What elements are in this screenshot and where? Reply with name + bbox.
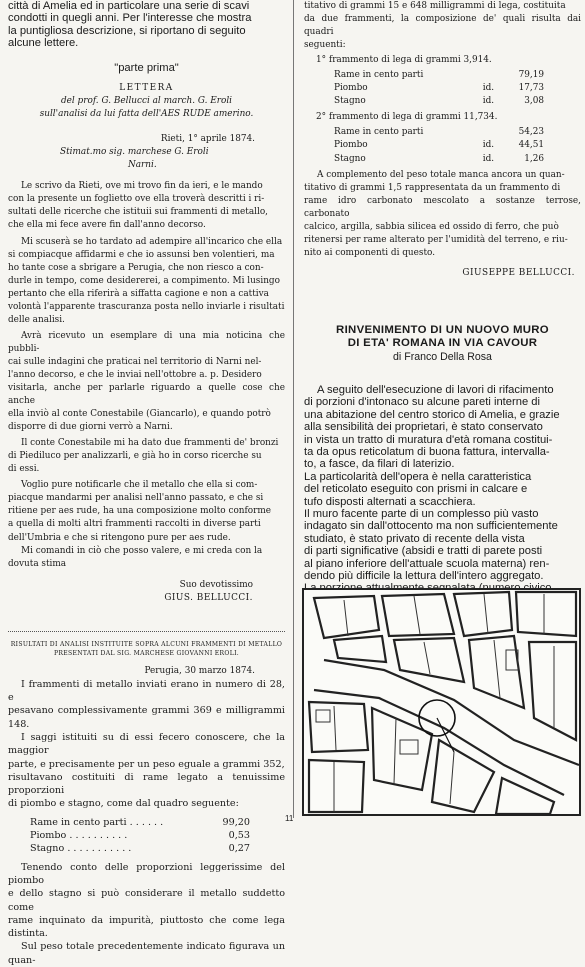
text-line: rame inquinato da impurità, piuttosto che come lega distinta. bbox=[8, 914, 285, 940]
row-value: 54,23 bbox=[518, 127, 544, 138]
text-line: che ella mi fece avere fin dall'anno decorso. bbox=[8, 220, 206, 231]
results-heading bbox=[8, 640, 285, 658]
text-line: Le scrivo da Rieti, ove mi trovo fin da ieri, e le mando bbox=[21, 181, 263, 192]
table-cell-value: 99,20 bbox=[222, 816, 250, 828]
letter-subtitle bbox=[8, 95, 285, 121]
row-label: Stagno bbox=[334, 153, 366, 164]
table-cell-value: 0,53 bbox=[228, 830, 250, 842]
letter-date: Rieti, 1° aprile 1874. bbox=[160, 134, 255, 145]
continuation-paragraph bbox=[304, 0, 581, 52]
text-line: durle in tempo, come desidererei, a compimento. Mi lusingo bbox=[8, 275, 280, 286]
table-cell-value: 0,27 bbox=[228, 843, 250, 855]
text-line: Mi comandi in ciò che posso valere, e mi creda con la bbox=[21, 545, 263, 556]
row-label: Stagno bbox=[30, 843, 65, 855]
text-line: ho tante cose a sbrigare a Perugia, che non riesco a con- bbox=[8, 262, 264, 273]
fragment1-table bbox=[334, 69, 544, 108]
letter-place: Narni. bbox=[128, 160, 157, 171]
row-value: 79,19 bbox=[518, 70, 544, 81]
results-paragraph bbox=[8, 678, 285, 811]
row-label: Piombo bbox=[334, 140, 368, 151]
text-line: calcico, argilla, sabbia silicea ed ossido di ferro, che può bbox=[304, 221, 559, 232]
text-line: e dello stagno si può considerare il metallo suddetto come bbox=[8, 888, 285, 913]
results-paragraph bbox=[8, 861, 285, 967]
row-value: 44,51 bbox=[518, 140, 544, 151]
right-column bbox=[304, 0, 581, 644]
row-value: 3,08 bbox=[524, 96, 544, 107]
text-line: pesavano complessivamente grammi 369 e milligrammi 148. bbox=[8, 705, 285, 730]
letter-heading: LETTERA bbox=[119, 83, 174, 94]
text-line: dovuta stima bbox=[8, 558, 67, 569]
text-line: parte, e precisamente per un peso eguale a grammi 352, bbox=[8, 758, 285, 770]
table-cell-label bbox=[30, 816, 212, 829]
text-line: piacque mandarmi per analisi nell'anno passato, e che si bbox=[8, 493, 264, 504]
table-row bbox=[334, 95, 544, 108]
row-id: id. bbox=[482, 153, 495, 164]
table-row bbox=[30, 829, 250, 842]
row-label: Rame in cento parti bbox=[334, 127, 424, 138]
text-line: Sul peso totale precedentemente indicato figurava un quan- bbox=[8, 941, 285, 966]
article-paragraph bbox=[304, 384, 581, 471]
text-line: in vista un tratto di muratura d'età romana costitui- bbox=[304, 433, 553, 446]
text-line: volontà l'apparente trascuranza posta nello inviarle i risultati bbox=[8, 301, 285, 312]
row-label: Piombo bbox=[334, 83, 368, 94]
row-value: 17,73 bbox=[518, 83, 544, 94]
letter-paragraph bbox=[8, 330, 285, 434]
text-line: visitarla, anche per parlarle riguardo a quelle cose che anche bbox=[8, 383, 285, 407]
text-line: titativo di grammi 1,5 rappresentata da un frammento di bbox=[304, 182, 561, 193]
row-label: Piombo bbox=[30, 830, 67, 842]
article-title bbox=[304, 324, 581, 350]
text-line: di porzioni d'intonaco su alcune pareti interne di bbox=[304, 396, 540, 409]
part-label: "parte prima" bbox=[114, 61, 179, 74]
text-line: ritenersi per rame alterato per l'umidità del terreno, e riu- bbox=[304, 234, 568, 245]
table-cell-label bbox=[30, 829, 212, 842]
text-line: studiato, è stato privato di recente della vista bbox=[304, 532, 525, 545]
results-heading-line: RISULTATI DI ANALISI INSTITUITE SOPRA ALCUNI FRAMMENTI DI METALLO bbox=[10, 640, 283, 648]
page-number: 11 bbox=[285, 814, 294, 823]
text-line: Voglio pure notificarle che il metallo che ella si com- bbox=[21, 480, 258, 491]
letter-signature: GIUS. BELLUCCI. bbox=[164, 592, 253, 603]
text-line: ella inviò al conte Conestabile (Giancarlo), e quando potrò bbox=[8, 409, 271, 420]
text-line: rame idro carbonato mescolato a sostanze terrose, carbonato bbox=[304, 195, 581, 219]
text-line: indagato sin dall'ottocento ma non sufficientemente bbox=[304, 520, 558, 533]
row-label: Rame in cento parti bbox=[30, 816, 127, 828]
cadastral-map bbox=[302, 588, 581, 816]
intro-line: città di Amelia ed in particolare una serie di scavi bbox=[8, 0, 250, 12]
text-line: di piombo e stagno, come dal quadro seguente: bbox=[8, 798, 239, 810]
letter-closing: Suo devotissimo bbox=[179, 579, 253, 590]
row-value: 1,26 bbox=[524, 153, 544, 164]
text-line: una abitazione del centro storico di Amelia, e grazie bbox=[304, 408, 560, 421]
text-line: disporre di due giorni verrò a Narni. bbox=[8, 422, 173, 433]
table-row bbox=[30, 816, 250, 829]
text-line: seguenti: bbox=[304, 40, 346, 51]
composition-table bbox=[30, 816, 250, 856]
column-divider bbox=[293, 0, 294, 818]
text-line: dell'Umbria e che si ritengono pure per aes rude. bbox=[8, 532, 231, 543]
text-line: a quella di molti altri frammenti raccolti in diverse parti bbox=[8, 519, 261, 530]
results-date: Perugia, 30 marzo 1874. bbox=[144, 665, 255, 676]
text-line: con la presente un foglietto ove ella troverà descritti i ri- bbox=[8, 194, 265, 205]
letter-paragraph bbox=[8, 437, 285, 476]
text-line: Tenendo conto delle proporzioni leggerissime del piombo bbox=[8, 861, 285, 886]
table-row bbox=[334, 126, 544, 139]
row-dots: . . . . . . . . . . . bbox=[67, 843, 132, 855]
row-id bbox=[483, 69, 502, 82]
row-id: id. bbox=[482, 96, 495, 107]
row-label: Stagno bbox=[334, 96, 366, 107]
letter-paragraph bbox=[8, 180, 285, 232]
table-row bbox=[334, 153, 544, 166]
letter-paragraph bbox=[8, 236, 285, 327]
fragment2-table bbox=[334, 126, 544, 165]
table-row bbox=[334, 139, 544, 152]
text-line: del reticolato eseguito con prismi in calcare e bbox=[304, 483, 528, 496]
row-id: id. bbox=[482, 140, 495, 151]
text-line: l'anno decorso, e che le inviai nell'ottobre a. p. Desidero bbox=[8, 369, 262, 380]
left-column bbox=[8, 0, 285, 967]
table-row bbox=[334, 69, 544, 82]
intro-line: alcune lettere. bbox=[8, 37, 79, 50]
text-line: si compiacque affidarmi e che io assunsi ben volentieri, ma bbox=[8, 249, 275, 260]
text-line: nito ai componenti di questo. bbox=[304, 247, 436, 258]
fragment1-title: 1° frammento di lega di grammi 3,914. bbox=[316, 55, 492, 66]
text-line: da due frammenti, la composizione de' quali risulta dai quadri bbox=[304, 14, 581, 38]
letter-paragraph bbox=[8, 479, 285, 570]
text-line: risultavano costituiti di rame legato a tenuissime proporzioni bbox=[8, 771, 285, 797]
text-line: di essi. bbox=[8, 464, 40, 475]
table-cell-label bbox=[30, 842, 212, 855]
text-line: to, a fasce, da filari di laterizio. bbox=[304, 458, 455, 471]
text-line: I saggi istituiti su di essi fecero conoscere, che la maggior bbox=[8, 732, 285, 757]
text-line: di Piediluco per analizzarli, e già ho in corso ricerche su bbox=[8, 451, 262, 462]
article-title-line: DI ETA' ROMANA IN VIA CAVOUR bbox=[347, 336, 538, 349]
text-line: Il conte Conestabile mi ha dato due frammenti de' bronzi bbox=[21, 438, 279, 449]
text-line: ritiene per aes rude, ha una composizione molto conforme bbox=[8, 506, 272, 517]
row-label: Rame in cento parti bbox=[334, 70, 424, 81]
text-line: pertanto che ella riferirà a siffatta cagione e non a cattiva bbox=[8, 288, 269, 299]
fragment2-title: 2° frammento di lega di grammi 11,734. bbox=[316, 112, 498, 123]
text-line: dendo più difficile la lettura dell'intero aggregato. bbox=[304, 570, 544, 583]
article-paragraph bbox=[304, 471, 581, 508]
intro-paragraph bbox=[8, 0, 285, 50]
text-line: A seguito dell'esecuzione di lavori di rifacimento bbox=[317, 383, 554, 396]
text-line: cai sulle indagini che praticai nel territorio di Narni nel- bbox=[8, 356, 262, 367]
text-line: tufo disposti alternati a scacchiera. bbox=[304, 495, 476, 508]
intro-line: condotti in quegli anni. Per l'interesse che mostra bbox=[8, 12, 252, 25]
text-line: titativo di grammi 15 e 648 milligrammi di lega, costituita bbox=[304, 1, 566, 11]
letter-subtitle-line: sull'analisi da lui fatta dell'AES RUDE amerino. bbox=[39, 109, 254, 120]
text-line: al piano inferiore dell'attuale scuola materna) ren- bbox=[304, 557, 550, 570]
article-paragraph bbox=[304, 508, 581, 582]
text-line: sultati delle ricerche che istituii sui frammenti di metallo, bbox=[8, 207, 269, 218]
table-row bbox=[334, 82, 544, 95]
text-line: La particolarità dell'opera è nella caratteristica bbox=[304, 470, 532, 483]
section-rule bbox=[8, 631, 285, 632]
complement-paragraph bbox=[304, 169, 581, 260]
cadastral-map-drawing bbox=[304, 590, 579, 814]
text-line: I frammenti di metallo inviati erano in numero di 28, e bbox=[8, 678, 285, 704]
signature: GIUSEPPE BELLUCCI. bbox=[462, 267, 575, 278]
results-heading-line: PRESENTATI DAL SIG. MARCHESE GIOVANNI EROLI. bbox=[53, 649, 240, 657]
article-author: di Franco Della Rosa bbox=[393, 350, 492, 363]
letter-salutation: Stimat.mo sig. marchese G. Eroli bbox=[60, 147, 209, 158]
row-dots: . . . . . . . . . . bbox=[69, 830, 128, 842]
row-id bbox=[483, 126, 502, 139]
intro-line: la puntigliosa descrizione, si riportano di seguito bbox=[8, 24, 246, 37]
row-dots: . . . . . . bbox=[129, 816, 164, 828]
text-line: Avrà ricevuto un esemplare di una mia noticina che pubbli- bbox=[8, 330, 285, 354]
text-line: di parti significative (absidi e tratti di parete posti bbox=[304, 545, 543, 558]
row-id: id. bbox=[482, 83, 495, 94]
text-line: Mi scuserà se ho tardato ad adempire all'incarico che ella bbox=[21, 236, 283, 247]
table-row bbox=[30, 842, 250, 855]
text-line: A complemento del peso totale manca ancora un quan- bbox=[317, 169, 565, 180]
text-line: alla sensibilità dei proprietari, è stato conservato bbox=[304, 421, 543, 434]
article-title-line: RINVENIMENTO DI UN NUOVO MURO bbox=[336, 323, 549, 336]
text-line: ta da opus reticolatum di buona fattura, intervalla- bbox=[304, 445, 550, 458]
text-line: delle analisi. bbox=[8, 314, 65, 325]
letter-subtitle-line: del prof. G. Bellucci al march. G. Eroli bbox=[60, 96, 233, 107]
text-line: Il muro facente parte di un complesso più vasto bbox=[304, 508, 539, 520]
